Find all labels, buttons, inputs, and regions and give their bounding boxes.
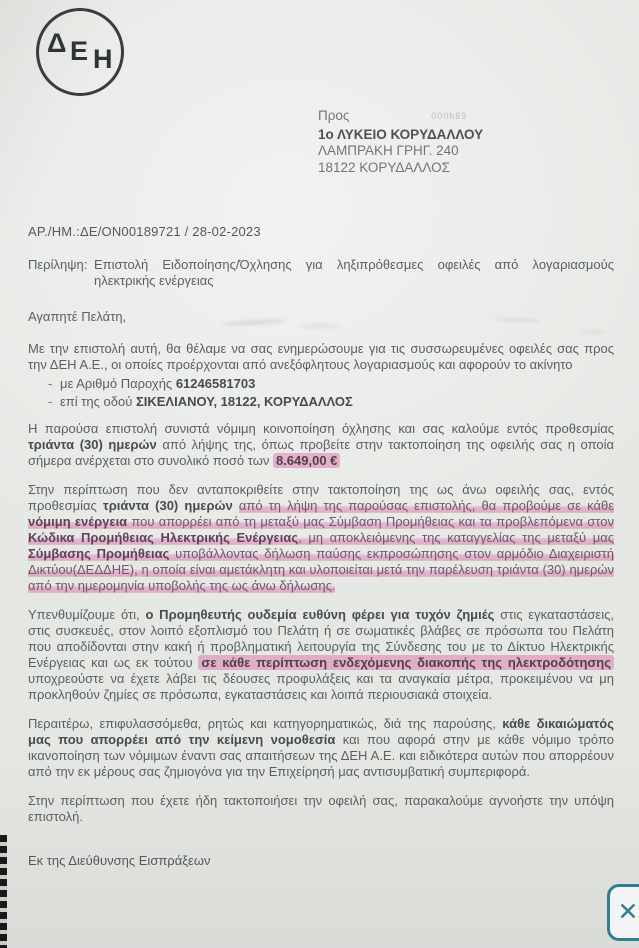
supply-number-label: με Αριθμό Παροχής (60, 376, 176, 391)
recipient-block (318, 108, 483, 176)
already-paid-text: Στην περίπτωση που έχετε ήδη τακτοποιήσει την οφειλή σας, παρακαλούμε αγνοήστε την υπόψη επιστολή. (28, 793, 614, 824)
deadline-30days: τριάντα (30) ημερών (28, 437, 157, 452)
supply-number-item (48, 375, 614, 393)
summary-label: Περίληψη: (28, 257, 88, 272)
consequences-highlighted-run: υποβάλλοντας δήλωση παύσης εκπροσώπησης στον αρμόδιο Διαχειριστή Δικτύου(ΔΕΔΔΗΕ), η οποία είναι αμετάκλητη και υλοποιείται μετά την παρέλευση τριάντα (30) ημερών από την ημερομηνία υποβολής της ως άνω δήλωσης. (28, 546, 614, 593)
reference-line: ΑΡ./ΗΜ.:ΔΕ/ΟΝ00189721 / 28-02-2023 (28, 224, 261, 239)
contract-bold: Σύμβασης Προμήθειας (28, 546, 170, 561)
dei-logo (36, 8, 124, 96)
recipient-name: 1ο ΛΥΚΕΙΟ ΚΟΡΥΔΑΛΛΟΥ (318, 126, 484, 142)
consequences-30days: τριάντα (30) ημερών (102, 498, 233, 513)
property-address-item (48, 393, 614, 411)
supply-code-bold: Κώδικα Προμήθειας Ηλεκτρικής Ενέργειας (28, 530, 299, 545)
paragraph-deadline (28, 421, 614, 469)
liability-run: στις εγκαταστάσεις, στις συσκευές, στον λοιπό εξοπλισμό του Πελάτη ή σε σωματικές βλάβες σε πρόσωπα του Πελάτη που αποδίδονται στην κακή ή προβληματική λειτουργία της Σύνδεσης του με το Δίκτυο Ηλεκτρικής Ενέργειας και ως εκ τούτου (28, 607, 614, 670)
bullet-dash: - (48, 376, 53, 391)
close-button[interactable] (607, 884, 639, 941)
summary-block (28, 257, 614, 289)
scan-smudge (300, 324, 340, 328)
summary-text: Επιστολή Ειδοποίησης/Όχλησης για ληξιπρόθεσμες οφειλές από λογαριασμούς ηλεκτρικής ενέργειας (94, 257, 614, 288)
logo-letter-eta: Η (93, 44, 113, 74)
paragraph-consequences (28, 482, 614, 594)
property-address-label: επί της οδού (60, 393, 136, 409)
consequences-highlighted-run: , μη αποκλειόμενης της καταγγελίας της μεταξύ μας (298, 530, 615, 545)
property-details-list (48, 375, 614, 410)
paragraph-rights (28, 716, 614, 780)
supply-number-value: 61246581703 (175, 376, 256, 391)
amount-due-highlighted: 8.649,00 € (273, 453, 340, 468)
property-address-value: ΣΙΚΕΛΙΑΝΟΥ, 18122, ΚΟΡΥΔΑΛΛΟΣ (135, 393, 353, 409)
logo-letter-delta: Δ (47, 28, 67, 58)
paragraph-already-paid (28, 793, 614, 825)
salutation: Αγαπητέ Πελάτη, (28, 309, 127, 324)
liability-run: υποχρεούστε να έχετε λάβει τις δέουσες προφυλάξεις και τα αναγκαία μέτρα, προκειμένου να μη προκληθούν ζημίες σε πρόσωπα, εγκαταστάσεις και λοιπά περιουσιακά στοιχεία. (28, 671, 614, 702)
no-liability-bold: ο Προμηθευτής ουδεμία ευθύνη φέρει για τυχόν ζημιές (145, 607, 495, 622)
deadline-run: Η παρούσα επιστολή συνιστά νόμιμη κοινοποίηση όχλησης και σας καλούμε εντός προθεσμίας (28, 421, 614, 436)
scan-smudge (580, 330, 606, 334)
closing-line: Εκ της Διεύθυνσης Εισπράξεων (28, 853, 211, 868)
rights-run: και που αφορά στην με κάθε νόμιμο τρόπο ικανοποίηση των νόμιμων έναντι σας απαιτήσεων της ΔΕΗ Α.Ε. και ειδικότερα αυτών που απορρέουν από την εκ μέρους σας ζημιογόνα για την Επιχείρησή μας αντισυμβατική συμπεριφορά. (28, 732, 614, 779)
disconnection-highlighted: σε κάθε περίπτωση ενδεχόμενης διακοπής της ηλεκτροδότησης (198, 655, 614, 670)
recipient-to-label: Προς (318, 108, 350, 123)
liability-run: Υπενθυμίζουμε ότι, (28, 607, 146, 622)
consequences-run: Στην περίπτωση που δεν ανταποκριθείτε στην τακτοποίηση της ως άνω οφειλής σας, εντός προθεσμίας (28, 482, 614, 513)
print-code: 000h69 (431, 111, 468, 121)
recipient-header-row (318, 108, 483, 125)
rights-run: Περαιτέρω, επιφυλασσόμεθα, ρητώς και κατηγορηματικώς, διά της παρούσης, (28, 716, 503, 731)
deadline-run: από λήψης της, όπως προβείτε στην τακτοποίηση της οφειλής σας η οποία σήμερα ανέρχεται στο συνολικό ποσό των (28, 437, 614, 468)
bullet-dash: - (48, 393, 53, 409)
legal-action-bold: νόμιμη ενέργεια (28, 514, 128, 529)
rights-bold: κάθε δικαιώματός μας που απορρέει από την κείμενη νομοθεσία (28, 716, 615, 747)
recipient-city: 18122 ΚΟΡΥΔΑΛΛΟΣ (318, 159, 451, 175)
close-icon: ✕ (617, 898, 639, 926)
recipient-street: ΛΑΜΠΡΑΚΗ ΓΡΗΓ. 240 (318, 143, 459, 158)
paper-binding-edge (0, 835, 7, 948)
paragraph-intro-text: Με την επιστολή αυτή, θα θέλαμε να σας ενημερώσουμε για τις συσσωρευμένες οφειλές σας προς την ΔΕΗ Α.Ε., οι οποίες προέρχονται από ανεξόφλητους λογαριασμούς και αφορούν το ακίνητο (28, 341, 614, 372)
paragraph-intro (28, 341, 614, 373)
logo-letter-epsilon: Ε (70, 36, 89, 66)
paragraph-liability (28, 607, 614, 703)
consequences-highlighted-run: από τη λήψη της παρούσας επιστολής, θα προβούμε σε κάθε (238, 498, 614, 513)
consequences-highlighted-run: που απορρέει από τη μεταξύ μας Σύμβαση Προμήθειας και τα προβλεπόμενα στον (127, 514, 614, 529)
consequences-run (233, 498, 239, 513)
